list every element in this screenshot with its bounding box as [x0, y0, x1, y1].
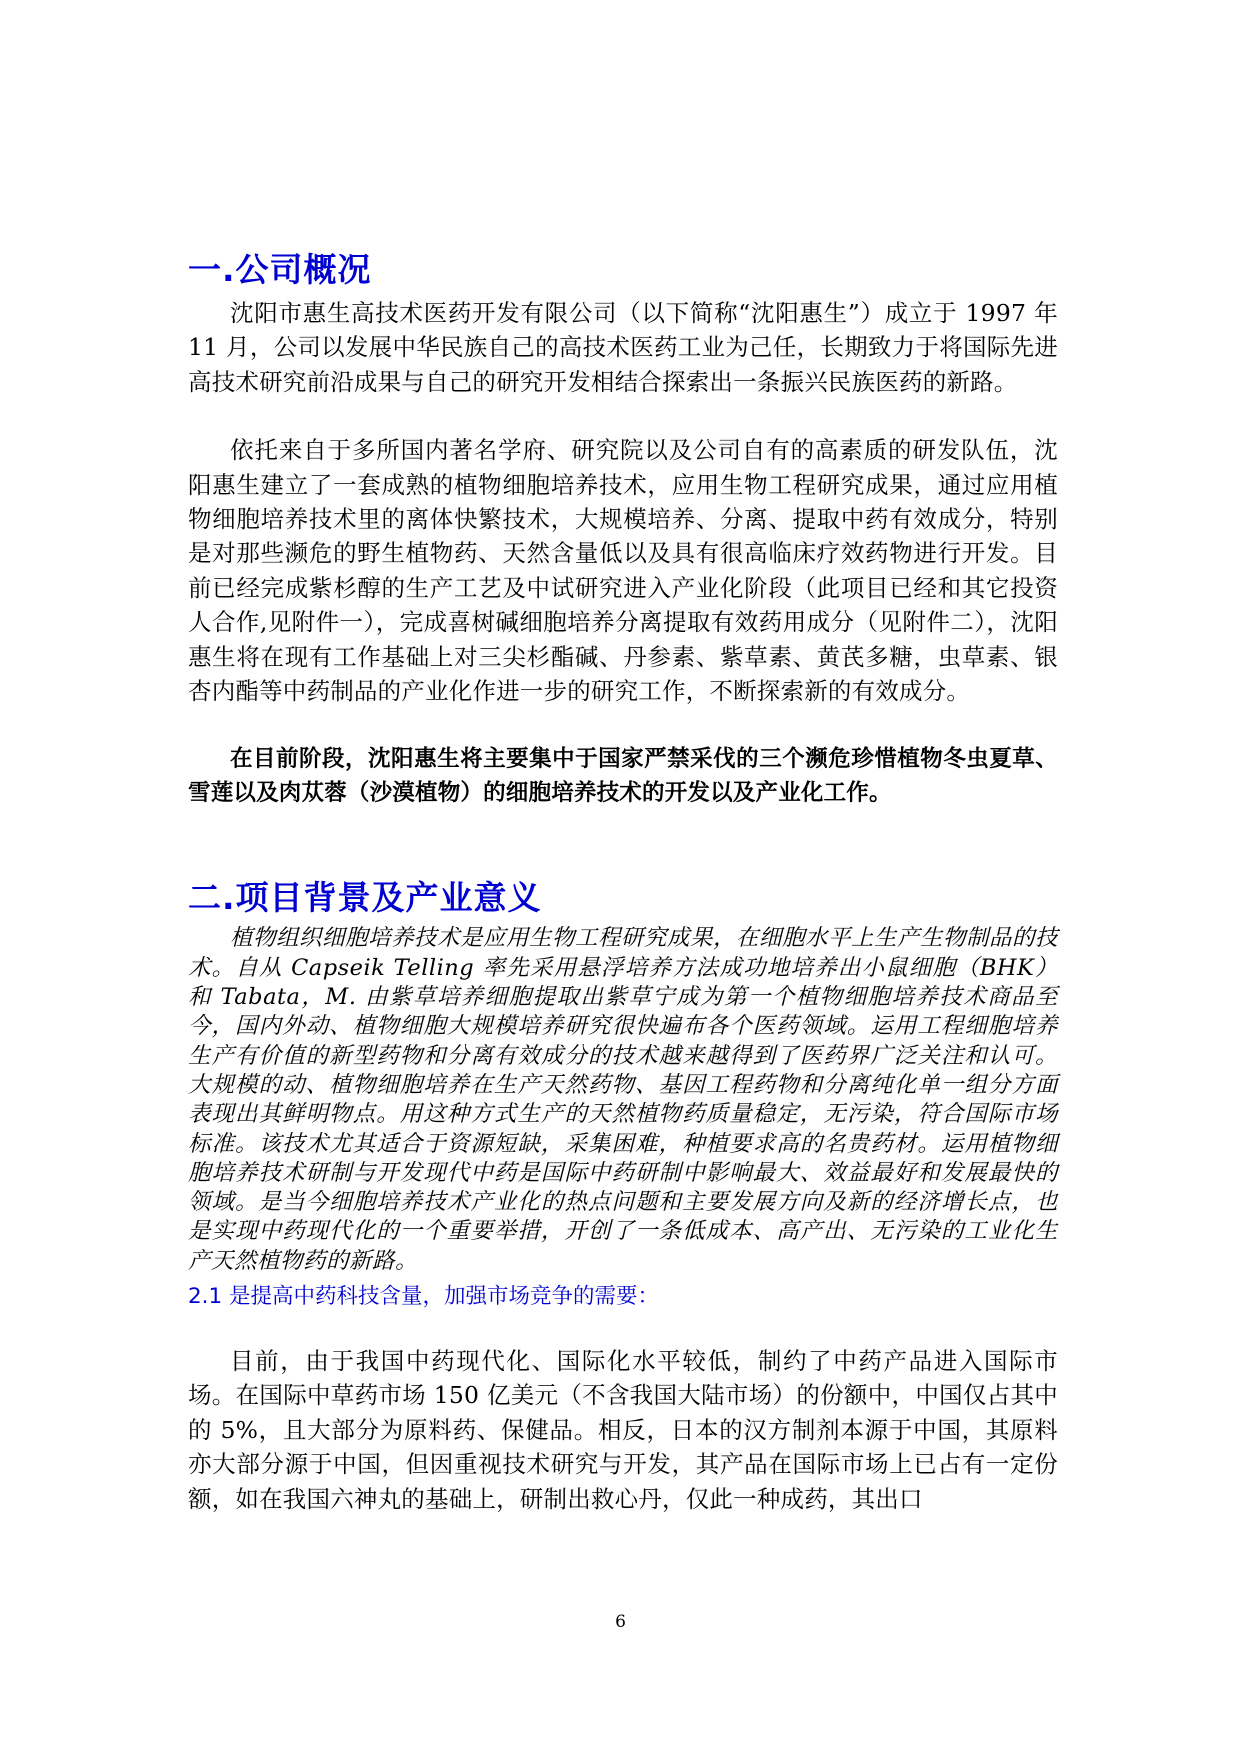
paragraph-company-intro: 沈阳市惠生高技术医药开发有限公司（以下简称“沈阳惠生”）成立于 1997 年 11 月，公司以发展中华民族自己的高技术医药工业为己任，长期致力于将国际先进高技术研究前沿成果与自己的研究开发相结合探索出一条振兴民族医药的新路。 — [188, 299, 1058, 396]
paragraph-company-rnd: 依托来自于多所国内著名学府、研究院以及公司自有的高素质的研发队伍，沈阳惠生建立了一套成熟的植物细胞培养技术，应用生物工程研究成果，通过应用植物细胞培养技术里的离体快繁技术，大规模培养、分离、提取中药有效成分，特别是对那些濒危的野生植物药、天然含量低以及具有很高临床疗效药物进行开发。目前已经完成紫杉醇的生产工艺及中试研究进入产业化阶段（此项目已经和其它投资人合作,见附件一），完成喜树碱细胞培养分离提取有效药用成分（见附件二），沈阳惠生将在现有工作基础上对三尖杉酯碱、丹参素、紫草素、黄芪多糖，虫草素、银杏内酯等中药制品的产业化作进一步的研究工作，不断探索新的有效成分。 — [188, 436, 1058, 706]
paragraph-market-need: 目前，由于我国中药现代化、国际化水平较低，制约了中药产品进入国际市场。在国际中草药市场 150 亿美元（不含我国大陆市场）的份额中，中国仅占其中的 5%，且大部分为原料药、保健品。相反，日本的汉方制剂本源于中国，其原料亦大部分源于中国，但因重视技术研究与开发，其产品在国际市场上已占有一定份额，如在我国六神丸的基础上，研制出救心丹，仅此一种成药，其出口 — [188, 1347, 1058, 1513]
subsection-heading-2-1: 2.1 是提高中药科技含量，加强市场竞争的需要： — [188, 1284, 660, 1310]
paragraph-cell-culture-tech: 植物组织细胞培养技术是应用生物工程研究成果，在细胞水平上生产生物制品的技术。自从 Capseik Telling 率先采用悬浮培养方法成功地培养出小鼠细胞（BHK）和 Tabata，M. 由紫草培养细胞提取出紫草宁成为第一个植物细胞培养技术商品至今，国内外动、植物细胞大规模培养研究很快遍布各个医药领域。运用工程细胞培养生产有价值的新型药物和分离有效成分的技术越来越得到了医药界广泛关注和认可。大规模的动、植物细胞培养在生产天然药物、基因工程药物和分离纯化单一组分方面表现出其鲜明物点。用这种方式生产的天然植物药质量稳定，无污染，符合国际市场标准。该技术尤其适合于资源短缺，采集困难，种植要求高的名贵药材。运用植物细胞培养技术研制与开发现代中药是国际中药研制中影响最大、效益最好和发展最快的领域。是当今细胞培养技术产业化的热点问题和主要发展方向及新的经济增长点，也是实现中药现代化的一个重要举措，开创了一条低成本、高产出、无污染的工业化生产天然植物药的新路。 — [188, 925, 1059, 1274]
paragraph-current-focus: 在目前阶段，沈阳惠生将主要集中于国家严禁采伐的三个濒危珍惜植物冬虫夏草、雪莲以及肉苁蓉（沙漠植物）的细胞培养技术的开发以及产业化工作。 — [188, 746, 1058, 806]
page-number: 6 — [615, 1612, 626, 1632]
page-content — [188, 248, 1058, 1516]
section-heading-project-background: 二.项目背景及产业意义 — [188, 878, 542, 918]
section-heading-company-overview: 一.公司概况 — [188, 250, 372, 289]
